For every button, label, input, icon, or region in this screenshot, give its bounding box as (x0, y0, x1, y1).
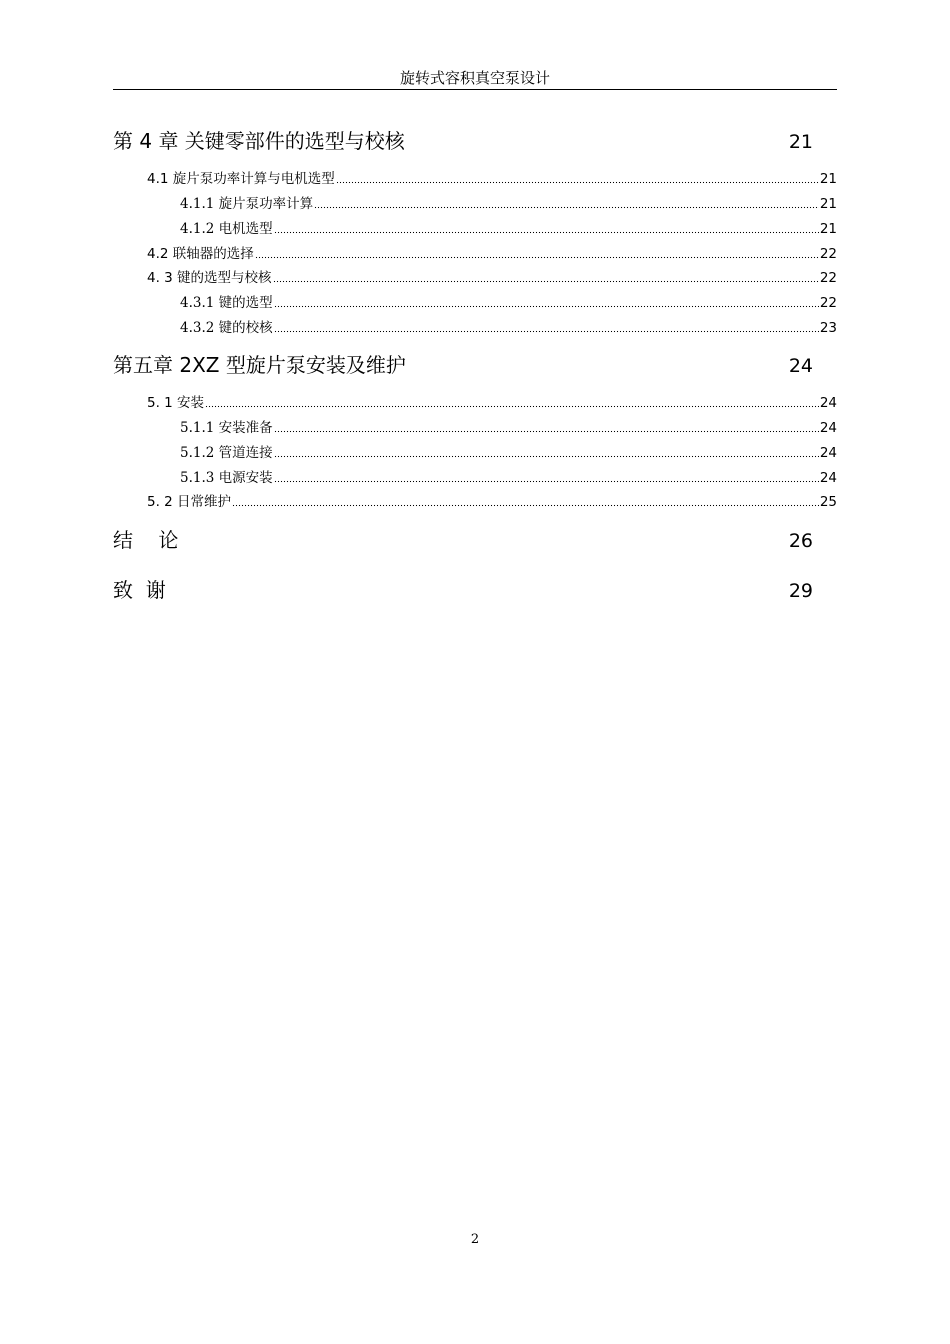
toc-chapter-5[interactable] (113, 349, 813, 378)
toc-subsection-label: 4.3.1 键的选型 (180, 295, 273, 311)
toc-subsection-5-1-3[interactable] (180, 466, 837, 486)
dot-leader (274, 430, 819, 433)
toc-subsection-4-3-1[interactable] (180, 291, 837, 311)
dot-leader (232, 504, 819, 507)
toc-page-number: 21 (819, 221, 837, 237)
toc-subsection-4-3-2[interactable] (180, 316, 837, 336)
toc-page-number: 21 (819, 171, 837, 187)
dot-leader (274, 480, 819, 483)
page-number: 2 (470, 1232, 480, 1247)
toc-page-number: 21 (819, 196, 837, 212)
toc-section-5-2[interactable] (147, 490, 837, 510)
dot-leader (336, 181, 819, 184)
toc-section-label: 4. 3 键的选型与校核 (147, 270, 272, 286)
toc-section-4-1[interactable] (147, 167, 837, 187)
toc-subsection-label: 4.1.2 电机选型 (180, 221, 273, 237)
dot-leader (273, 280, 819, 283)
toc-page-number: 22 (819, 295, 837, 311)
toc-page-number: 21 (788, 131, 813, 153)
toc-acknowledgements[interactable] (113, 574, 813, 603)
toc-section-4-2[interactable] (147, 242, 837, 262)
toc-subsection-5-1-2[interactable] (180, 441, 837, 461)
dot-leader (205, 405, 819, 408)
toc-subsection-label: 4.3.2 键的校核 (180, 320, 273, 336)
dot-leader (274, 330, 819, 333)
toc-section-4-3[interactable] (147, 266, 837, 286)
toc-section-5-1[interactable] (147, 391, 837, 411)
dot-leader (274, 231, 819, 234)
toc-page-number: 24 (788, 355, 813, 377)
toc-page-number: 24 (819, 395, 837, 411)
dot-leader (314, 206, 819, 209)
toc-chapter-label: 第 4 章 关键零部件的选型与校核 (113, 129, 405, 153)
toc-page-number: 22 (819, 270, 837, 286)
toc-section-label: 4.1 旋片泵功率计算与电机选型 (147, 171, 335, 187)
dot-leader (255, 256, 819, 259)
toc-section-label: 5. 1 安装 (147, 395, 205, 411)
toc-section-label: 4.2 联轴器的选择 (147, 246, 254, 262)
toc-conclusion[interactable] (113, 524, 813, 553)
toc-subsection-label: 5.1.1 安装准备 (180, 420, 273, 436)
toc-page-number: 23 (819, 320, 837, 336)
toc-page-number: 24 (819, 470, 837, 486)
toc-page-number: 24 (819, 445, 837, 461)
dot-leader (274, 455, 819, 458)
toc-subsection-4-1-1[interactable] (180, 192, 837, 212)
toc-subsection-label: 4.1.1 旋片泵功率计算 (180, 196, 314, 212)
toc-chapter-4[interactable] (113, 125, 813, 154)
toc-page-number: 25 (819, 494, 837, 510)
toc-chapter-label: 第五章 2XZ 型旋片泵安装及维护 (113, 353, 406, 377)
toc-subsection-label: 5.1.2 管道连接 (180, 445, 273, 461)
toc-chapter-label: 结 论 (113, 528, 179, 552)
toc-subsection-4-1-2[interactable] (180, 217, 837, 237)
toc-section-label: 5. 2 日常维护 (147, 494, 232, 510)
toc-page-number: 29 (788, 580, 813, 602)
toc-page-number: 24 (819, 420, 837, 436)
toc-page-number: 26 (788, 530, 813, 552)
toc-subsection-5-1-1[interactable] (180, 416, 837, 436)
dot-leader (274, 305, 819, 308)
toc-page-number: 22 (819, 246, 837, 262)
toc-subsection-label: 5.1.3 电源安装 (180, 470, 273, 486)
page-header: 旋转式容积真空泵设计 (113, 67, 837, 90)
toc-chapter-label: 致 谢 (113, 578, 166, 602)
